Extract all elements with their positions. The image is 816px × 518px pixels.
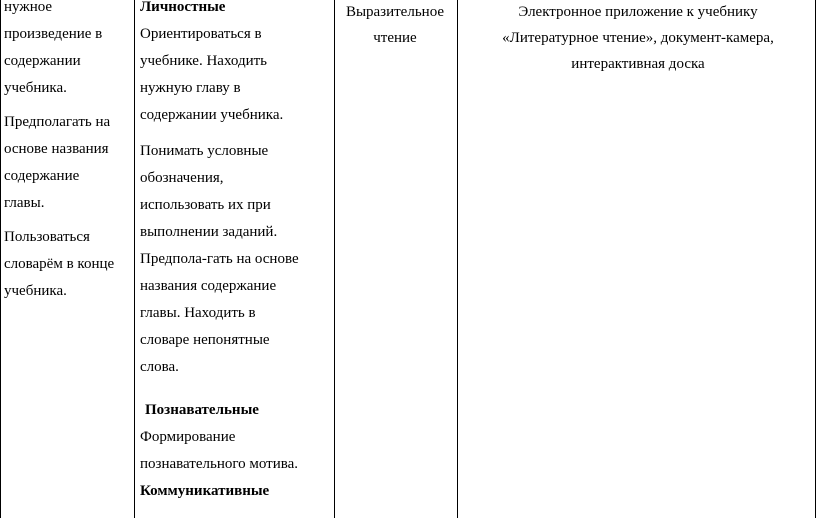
col3-paragraph xyxy=(336,0,454,51)
text-line: выполнении заданий. xyxy=(140,224,278,240)
text-line: «Литературное чтение», документ-камера, xyxy=(502,30,774,46)
text-line: основе названия xyxy=(4,141,109,157)
col1-paragraph-3 xyxy=(4,224,132,305)
table-border-col1 xyxy=(134,0,135,518)
table-cell-col2 xyxy=(140,0,332,505)
col2-paragraph-2 xyxy=(140,138,332,381)
text-line: нужное xyxy=(4,0,53,15)
table-border-left xyxy=(0,0,1,518)
text-line: Пользоваться xyxy=(4,229,90,245)
text-line: учебника. xyxy=(4,283,67,299)
text-line: интерактивная доска xyxy=(571,56,705,72)
text-line: учебнике. Находить xyxy=(140,53,268,69)
text-line: словарём в конце xyxy=(4,256,115,272)
table-cell-col4 xyxy=(462,0,814,77)
text-line: содержании учебника. xyxy=(140,107,284,123)
col2-paragraph-1 xyxy=(140,21,332,129)
text-line: обозначения, xyxy=(140,170,224,186)
text-line: слова. xyxy=(140,359,179,375)
text-line: Ориентироваться в xyxy=(140,26,262,42)
text-line: главы. Находить в xyxy=(140,305,256,321)
text-line: произведение в xyxy=(4,26,103,42)
heading-personal: Личностные xyxy=(140,0,226,15)
table-cell-col3 xyxy=(336,0,454,51)
heading-cognitive: Познавательные xyxy=(145,402,259,418)
text-line: Выразительное xyxy=(345,4,445,20)
table-cell-col1 xyxy=(4,0,132,305)
text-line: использовать их при xyxy=(140,197,271,213)
text-line: учебника. xyxy=(4,80,67,96)
text-line: Предпола-гать на основе xyxy=(140,251,299,267)
text-line: словаре непонятные xyxy=(140,332,270,348)
text-line: Понимать условные xyxy=(140,143,269,159)
text-line: нужную главу в xyxy=(140,80,241,96)
text-line: главы. xyxy=(4,195,45,211)
text-line: содержание xyxy=(4,168,80,184)
text-line: содержании xyxy=(4,53,81,69)
text-line: Предполагать на xyxy=(4,114,111,130)
text-line: названия содержание xyxy=(140,278,277,294)
text-line: чтение xyxy=(373,30,417,46)
col1-paragraph-1 xyxy=(4,0,132,102)
table-border-col2 xyxy=(334,0,335,518)
col4-paragraph xyxy=(462,0,814,77)
col1-paragraph-2 xyxy=(4,109,132,217)
table-border-col3 xyxy=(457,0,458,518)
text-line: Формирование xyxy=(140,429,236,445)
col2-paragraph-3 xyxy=(140,424,332,478)
heading-communicative: Коммуникативные xyxy=(140,483,270,499)
text-line: Электронное приложение к учебнику xyxy=(518,4,758,20)
text-line: познавательного мотива. xyxy=(140,456,299,472)
